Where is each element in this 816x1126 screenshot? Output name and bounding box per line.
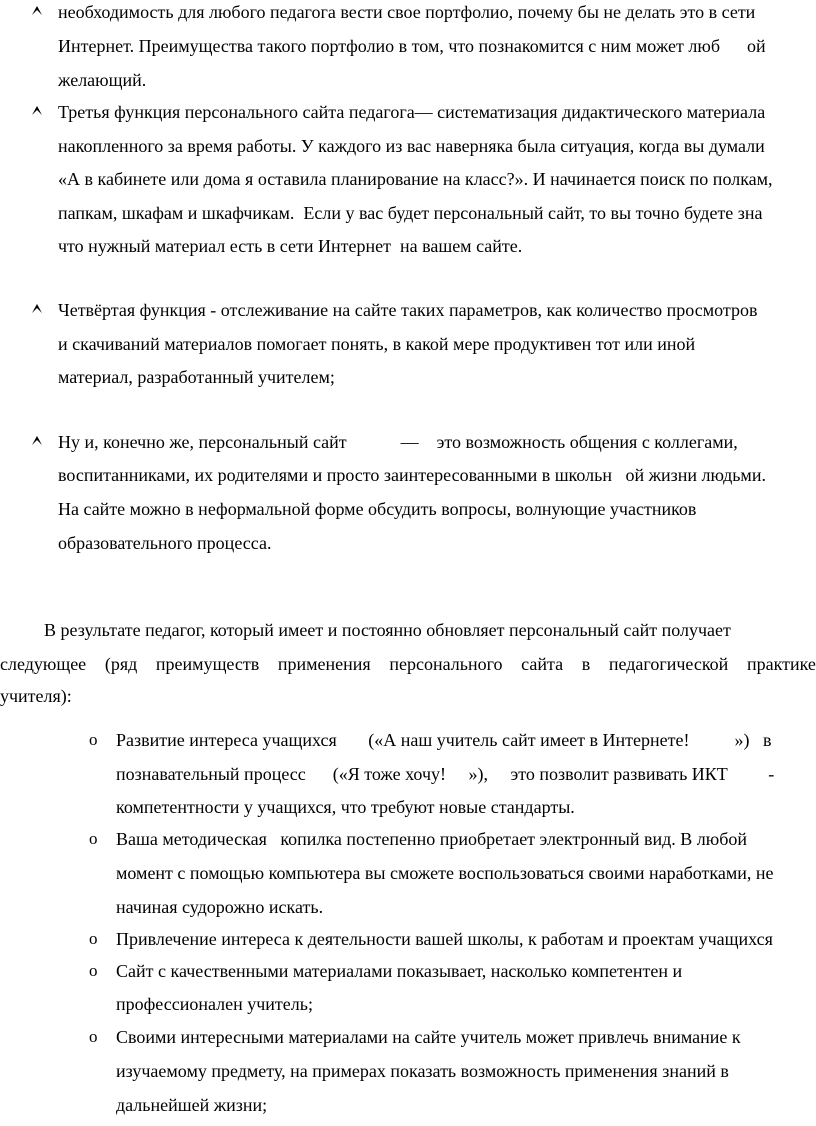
arrowhead-bullet-icon (31, 104, 43, 116)
bullet-3-line-3: материал, разработанный учителем; (58, 367, 335, 387)
o-item-1-line-1: Развитие интереса учащихся («А наш учитель сайт имеет в Интернете! ») в (116, 730, 772, 750)
o-item-2-line-2: момент с помощью компьютера вы сможете воспользоваться своими наработками, не (116, 863, 774, 883)
o-item-1-line-2: познавательный процесс («Я тоже хочу! »), это позволит развивать ИКТ - (116, 764, 775, 784)
word: преимуществ (155, 654, 260, 674)
result-paragraph-line-2 (0, 653, 816, 675)
word: (ряд (104, 654, 138, 674)
o-item-4-line-1: Сайт с качественными материалами показывает, насколько компетентен и (116, 961, 683, 981)
arrowhead-bullet-icon (31, 302, 43, 314)
bullet-1-line-2: Интернет. Преимущества такого портфолио в том, что познакомится с ним может люб ой (58, 36, 766, 56)
word: практике (746, 654, 816, 674)
word: в (581, 654, 591, 674)
bullet-2-line-5: что нужный материал есть в сети Интернет на вашем сайте. (58, 236, 523, 256)
o-item-4-line-2: профессионален учитель; (116, 994, 313, 1014)
o-item-2-line-3: начиная судорожно искать. (116, 897, 324, 917)
bullet-4-line-2: воспитанниками, их родителями и просто заинтересованными в школьн ой жизни людьми. (58, 465, 766, 485)
bullet-3-line-2: и скачиваний материалов помогает понять, в какой мере продуктивен тот или иной (58, 334, 696, 354)
bullet-2-line-1: Третья функция персонального сайта педагога— систематизация дидактического материала (58, 102, 766, 122)
word: следующее (0, 654, 87, 674)
circle-bullet-marker: o (89, 730, 98, 749)
o-item-5-line-1: Своими интересными материалами на сайте учитель может привлечь внимание к (116, 1027, 741, 1047)
word: персонального (389, 654, 503, 674)
bullet-1-line-3: желающий. (58, 70, 147, 90)
result-paragraph-line-1: В результате педагог, который имеет и постоянно обновляет персональный сайт получает (44, 620, 731, 640)
o-item-5-line-3: дальнейшей жизни; (116, 1095, 268, 1115)
bullet-4-line-4: образовательного процесса. (58, 533, 272, 553)
word: сайта (521, 654, 564, 674)
o-item-3-line-1: Привлечение интереса к деятельности вашей школы, к работам и проектам учащихся (116, 929, 773, 949)
bullet-4-line-3: На сайте можно в неформальной форме обсудить вопросы, волнующие участников (58, 499, 697, 519)
o-item-2-line-1: Ваша методическая копилка постепенно приобретает электронный вид. В любой (116, 829, 748, 849)
circle-bullet-marker: o (89, 929, 98, 948)
circle-bullet-marker: o (89, 961, 98, 980)
bullet-2-line-2: накопленного за время работы. У каждого из вас наверняка была ситуация, когда вы думали (58, 136, 765, 156)
bullet-1-line-1: необходимость для любого педагога вести свое портфолио, почему бы не делать это в сети (58, 2, 756, 22)
word: применения (277, 654, 371, 674)
arrowhead-bullet-icon (31, 4, 43, 16)
bullet-2-line-4: папкам, шкафам и шкафчикам. Если у вас будет персональный сайт, то вы точно будете зна (58, 203, 763, 223)
bullet-3-line-1: Четвёртая функция - отслеживание на сайте таких параметров, как количество просмотров (58, 300, 758, 320)
result-paragraph-line-3: учителя): (0, 686, 72, 706)
o-item-1-line-3: компетентности у учащихся, что требуют новые стандарты. (116, 797, 575, 817)
bullet-4-line-1: Ну и, конечно же, персональный сайт — это возможность общения с коллегами, (58, 432, 738, 452)
circle-bullet-marker: o (89, 1027, 98, 1046)
o-item-5-line-2: изучаемому предмету, на примерах показать возможность применения знаний в (116, 1061, 729, 1081)
bullet-2-line-3: «А в кабинете или дома я оставила планирование на класс?». И начинается поиск по полкам, (58, 169, 773, 189)
arrowhead-bullet-icon (31, 434, 43, 446)
word: педагогической (608, 654, 729, 674)
circle-bullet-marker: o (89, 829, 98, 848)
